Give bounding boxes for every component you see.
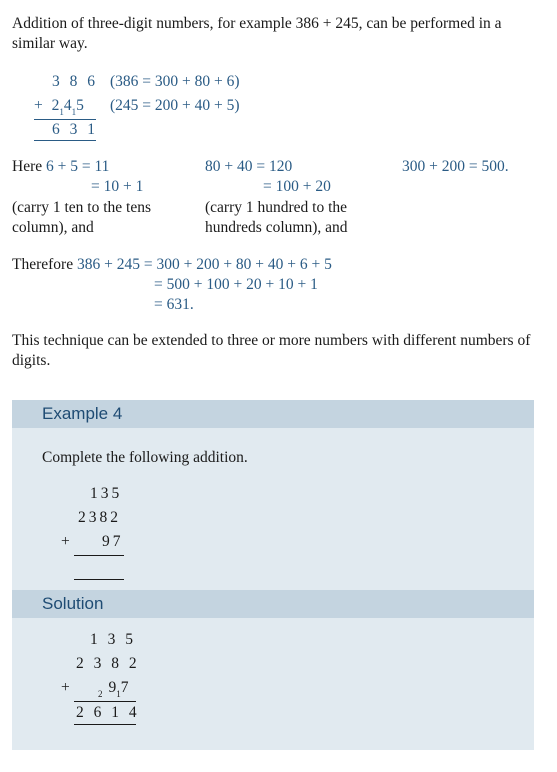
carry-digit: 1 — [116, 689, 121, 699]
solution-row-1: 1 3 5 — [90, 631, 136, 648]
intro-paragraph: Addition of three-digit numbers, for example 386 + 245, can be performed in a similar way. — [12, 15, 502, 52]
solution-title: Solution — [42, 594, 104, 613]
example-plus: + — [61, 533, 70, 550]
therefore-prefix: Therefore — [12, 256, 74, 273]
solution-row-3 — [98, 678, 129, 699]
solution-row-2: 2 3 8 2 — [76, 655, 140, 672]
sum-rule-bottom — [34, 140, 96, 141]
digit: 9 — [108, 679, 117, 696]
step1-equation: 6 + 5 = 11 — [46, 158, 110, 175]
therefore-line1 — [12, 255, 332, 275]
example-title: Example 4 — [42, 404, 123, 423]
example-box — [12, 400, 534, 750]
step1-line1 — [12, 157, 109, 177]
digit: 5 — [76, 97, 84, 114]
carry-digit: 2 — [98, 689, 103, 699]
step1-line2: = 10 + 1 — [91, 178, 144, 195]
step1-note2: column), and — [12, 219, 94, 236]
carry-digit: 1 — [59, 107, 64, 117]
sum-bottom-row — [34, 96, 84, 117]
digit: 7 — [120, 679, 129, 696]
therefore-equation: 386 + 245 = 300 + 200 + 80 + 40 + 6 + 5 — [76, 256, 332, 273]
step3-line1: 300 + 200 = 500. — [402, 158, 509, 175]
example-row-1: 135 — [90, 485, 123, 502]
step1-prefix: Here — [12, 158, 43, 175]
sum-top-row: 3 8 6 — [52, 73, 98, 90]
digit: 4 — [63, 97, 72, 114]
sum-bottom-note: (245 = 200 + 40 + 5) — [110, 97, 240, 114]
plus-sign: + — [34, 97, 43, 114]
sum-top-note: (386 = 300 + 80 + 6) — [110, 73, 240, 90]
step2-line2: = 100 + 20 — [263, 178, 331, 195]
extension-paragraph: This technique can be extended to three or more numbers with different numbers of digits. — [12, 332, 531, 369]
step2-line1: 80 + 40 = 120 — [205, 158, 293, 175]
therefore-line3: = 631. — [154, 296, 194, 313]
example-prompt: Complete the following addition. — [42, 449, 248, 466]
step2-note1: (carry 1 hundred to the — [205, 199, 348, 216]
example-row-3: 97 — [102, 533, 124, 550]
example-rule-top — [74, 555, 124, 556]
step1-note1: (carry 1 ten to the tens — [12, 199, 152, 216]
example-header — [12, 400, 534, 428]
solution-result: 2 6 1 4 — [76, 704, 140, 721]
solution-rule-bottom — [74, 724, 136, 725]
step2-note2: hundreds column), and — [205, 219, 348, 236]
digit: 2 — [51, 97, 60, 114]
solution-header — [12, 590, 534, 618]
sum-result: 6 3 1 — [52, 121, 98, 138]
solution-plus: + — [61, 679, 70, 696]
example-rule-bottom — [74, 579, 124, 580]
solution-rule-top — [74, 701, 136, 702]
therefore-line2: = 500 + 100 + 20 + 10 + 1 — [154, 276, 318, 293]
carry-digit: 1 — [71, 107, 77, 117]
example-row-2: 2382 — [78, 509, 121, 526]
